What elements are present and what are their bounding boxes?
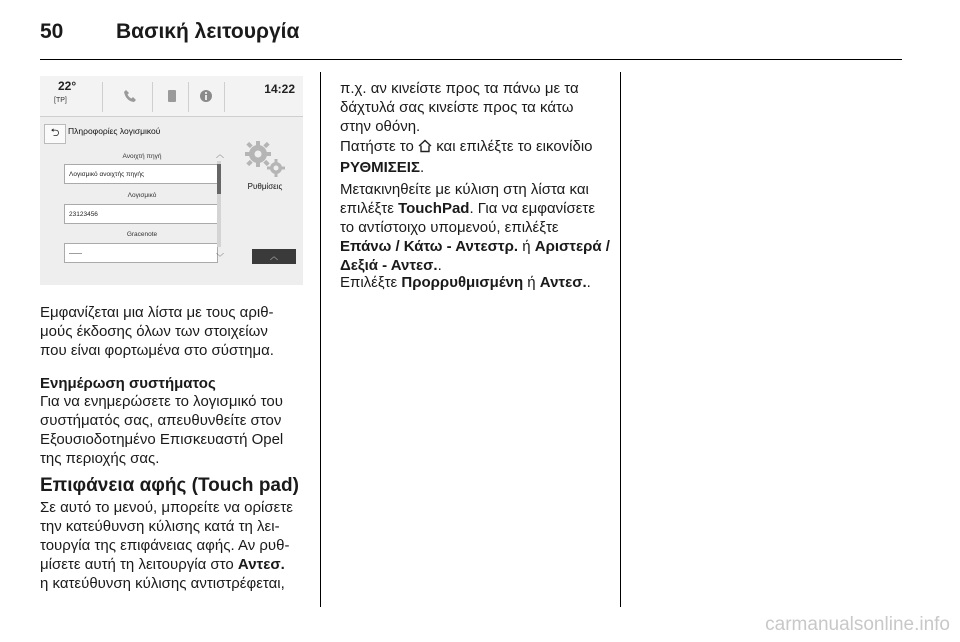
text-line: μούς έκδοσης όλων των στοιχείων (40, 323, 268, 340)
text-line: δάχτυλά σας κινείστε προς τα κάτω (340, 99, 574, 116)
settings-keyword: ΡΥΘΜΙΣΕΙΣ (340, 159, 420, 176)
scrollbar-thumb[interactable] (217, 164, 221, 194)
phone-icon[interactable] (122, 88, 138, 104)
text-line: η κατεύθυνση κύλισης αντιστρέφεται, (40, 575, 285, 592)
option-preset: Προρρυθμισμένη (401, 274, 524, 291)
text-span: μίσετε αυτή τη λειτουργία στο (40, 556, 238, 573)
text-line: το αντίστοιχο υπομενού, επιλέξτε (340, 219, 559, 236)
collapse-button[interactable]: ︿ (252, 249, 296, 264)
settings-label[interactable]: Ρυθμίσεις (247, 182, 283, 191)
text-line: που είναι φορτωμένα στο σύστημα. (40, 342, 274, 359)
update-heading: Ενημέρωση συστήματος (40, 375, 216, 392)
text-span: . (437, 257, 442, 274)
option-reverse: Αντεσ. (237, 556, 285, 573)
text-line: τουργία της επιφάνειας αφής. Αν ρυθ- (40, 537, 290, 554)
text-line: της περιοχής σας. (40, 450, 160, 467)
text-line (340, 237, 618, 256)
text-line: Εμφανίζεται μια λίστα με τους αριθ- (40, 304, 274, 321)
page-number: 50 (40, 20, 64, 43)
list-item[interactable]: —— (64, 243, 218, 263)
option-reverse: Αντεσ. (539, 274, 587, 291)
text-line (340, 273, 615, 292)
media-icon[interactable] (164, 88, 180, 104)
text-line (340, 158, 615, 177)
settings-paragraph (340, 137, 615, 177)
text-span: Πατήστε το (340, 138, 419, 155)
text-span: Επιλέξτε (340, 274, 402, 291)
separator (188, 82, 189, 112)
screen-title: Πληροφορίες λογισμικού (68, 126, 161, 136)
option-left-right-reverse: Δεξιά - Αντεσ. (340, 257, 438, 274)
text-span: . (586, 274, 591, 291)
text-line: συστήματός σας, απευθυνθείτε στον (40, 412, 282, 429)
touchpad-keyword: TouchPad (398, 200, 470, 217)
separator (224, 82, 225, 112)
separator (152, 82, 153, 112)
text-line: στην οθόνη. (340, 118, 421, 135)
text-span: ή (518, 238, 535, 255)
software-info-list (64, 140, 220, 280)
clock: 14:22 (264, 82, 295, 96)
scroll-up-icon[interactable]: ︿ (216, 150, 224, 159)
touchpad-paragraph (40, 498, 315, 593)
list-item[interactable]: 23123456 (64, 204, 218, 224)
text-line: Εξουσιοδοτημένο Επισκευαστή Opel (40, 431, 284, 448)
intro-paragraph (40, 303, 310, 360)
separator (102, 82, 103, 112)
text-span: . Για να εμφανίσετε (469, 200, 596, 217)
update-paragraph (40, 392, 315, 468)
list-section-label: Gracenote (126, 231, 158, 238)
home-icon (418, 139, 432, 158)
final-paragraph (340, 273, 615, 292)
tp-label: [TP] (54, 97, 67, 104)
text-line (340, 137, 615, 158)
text-span: επιλέξτε (340, 200, 399, 217)
scroll-down-icon[interactable]: ﹀ (216, 253, 224, 262)
back-button[interactable]: ⮌ (44, 124, 66, 144)
text-line: Για να ενημερώσετε το λογισμικό του (40, 393, 283, 410)
touchpad-steps-paragraph (340, 180, 618, 275)
text-span: ή (523, 274, 540, 291)
page-title: Βασική λειτουργία (116, 20, 300, 43)
text-span: και επιλέξτε το εικονίδιο (432, 138, 593, 155)
text-line (40, 555, 315, 574)
continuation-paragraph (340, 79, 615, 136)
info-icon[interactable] (198, 88, 214, 104)
text-span: . (419, 159, 425, 176)
list-section-label: Ανοιχτή πηγή (122, 153, 162, 160)
option-up-down-reverse: Επάνω / Κάτω - Αντεστρ. (340, 238, 519, 255)
text-line: Μετακινηθείτε με κύλιση στη λίστα και (340, 181, 589, 198)
list-item[interactable]: Λογισμικό ανοιχτής πηγής (64, 164, 218, 184)
option-left-right: Αριστερά / (534, 238, 610, 255)
text-line: Σε αυτό το μενού, μπορείτε να ορίσετε (40, 499, 293, 516)
text-line: την κατεύθυνση κύλισης κατά τη λει- (40, 518, 280, 535)
infotainment-screen (40, 76, 303, 285)
page-header (40, 18, 902, 58)
header-rule (40, 59, 902, 60)
text-line (340, 199, 618, 218)
screen-figure (40, 76, 303, 285)
touchpad-heading: Επιφάνεια αφής (Touch pad) (40, 475, 299, 496)
text-line: π.χ. αν κινείστε προς τα πάνω με τα (340, 80, 579, 97)
column-divider (320, 72, 321, 607)
column-divider-right (620, 72, 621, 607)
temperature: 22° (58, 79, 77, 93)
watermark: carmanualsonline.info (765, 614, 950, 635)
list-section-label: Λογισμικό (127, 192, 157, 199)
status-bar (40, 76, 303, 117)
